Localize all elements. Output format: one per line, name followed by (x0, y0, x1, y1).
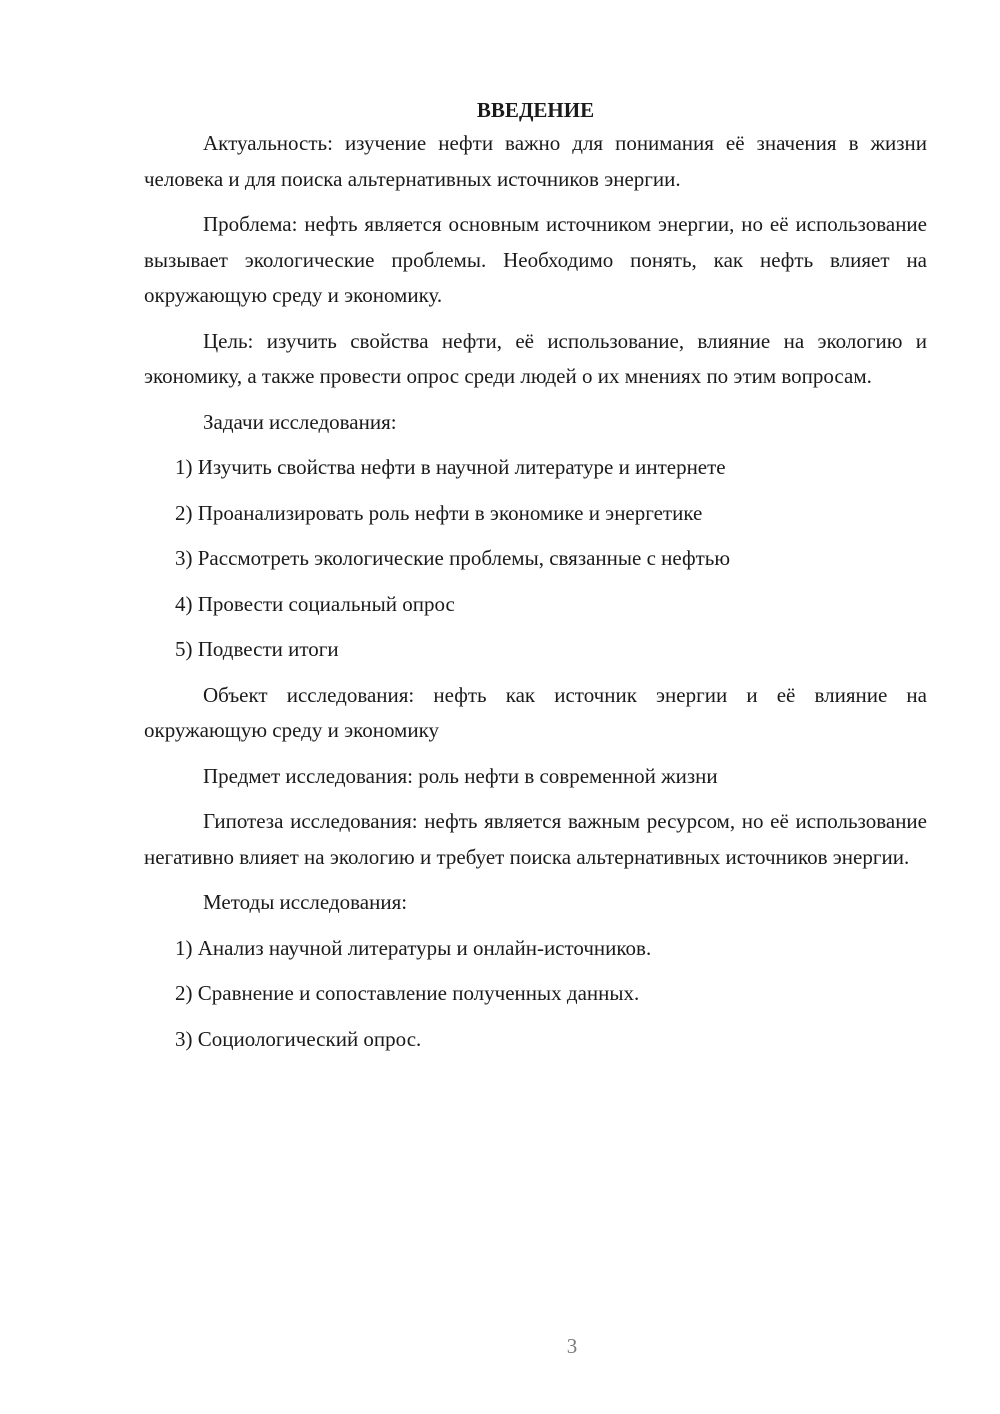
document-content (144, 94, 927, 1057)
list-item: 2) Проанализировать роль нефти в экономике и энергетике (175, 500, 703, 525)
tasks-list (144, 450, 927, 668)
list-item: 5) Подвести итоги (175, 637, 339, 661)
tasks-heading: Задачи исследования: (203, 409, 397, 434)
list-item: 4) Провести социальный опрос (175, 591, 455, 616)
methods-heading: Методы исследования: (203, 890, 408, 914)
list-item: 1) Анализ научной литературы и онлайн-источников. (175, 935, 652, 960)
page-number: 3 (566, 1334, 578, 1358)
paragraph-subject: Предмет исследования: роль нефти в современной жизни (203, 763, 718, 788)
section-title: ВВЕДЕНИЕ (476, 98, 595, 122)
list-item: 3) Рассмотреть экологические проблемы, связанные с нефтью (175, 546, 731, 570)
methods-list (144, 931, 927, 1058)
list-item: 1) Изучить свойства нефти в научной литературе и интернете (175, 455, 726, 479)
list-item: 2) Сравнение и сопоставление полученных данных. (175, 981, 640, 1005)
list-item: 3) Социологический опрос. (175, 1026, 422, 1051)
paragraph-problem: Проблема: нефть является основным источником энергии, но её использование вызывает экологические проблемы. Необходимо понять, как нефть влияет на окружающую среду и экономику. (144, 212, 927, 307)
paragraph-goal: Цель: изучить свойства нефти, её использование, влияние на экологию и экономику, а также провести опрос среди людей о их мнениях по этим вопросам. (144, 328, 927, 388)
paragraph-relevance: Актуальность: изучение нефти важно для понимания её значения в жизни человека и для поиска альтернативных источников энергии. (144, 131, 927, 191)
paragraph-hypothesis: Гипотеза исследования: нефть является важным ресурсом, но её использование негативно влияет на экологию и требует поиска альтернативных источников энергии. (144, 809, 927, 869)
paragraph-object: Объект исследования: нефть как источник энергии и её влияние на окружающую среду и экономику (144, 682, 927, 742)
